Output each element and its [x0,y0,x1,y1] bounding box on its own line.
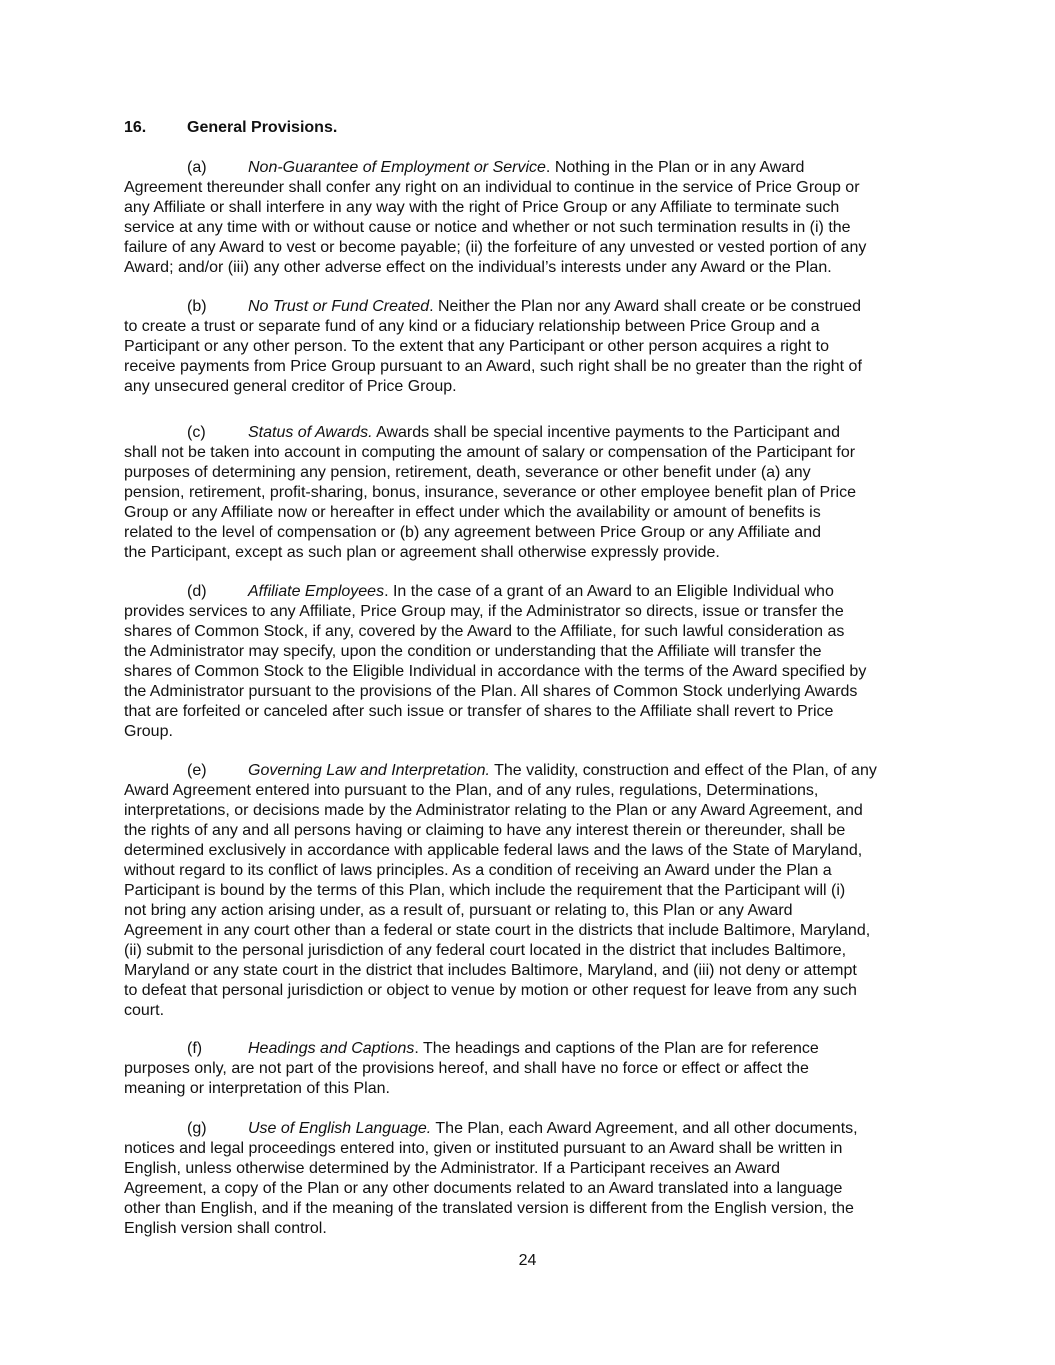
provision-text: . The headings and captions of the Plan are for reference [414,1040,819,1057]
provision-line: other than English, and if the meaning of the translated version is different from the English version, the [124,1200,854,1217]
provision-title: Non-Guarantee of Employment or Service [248,159,546,176]
provision-line: (ii) submit to the personal jurisdiction of any federal court located in the district that includes Baltimore, [124,942,847,959]
provision-label: (b) [187,298,207,315]
section-number: 16. [124,119,147,136]
provision-line: Participant or any other person. To the extent that any Participant or other person acquires a right to [124,338,829,355]
provision-c [124,423,856,563]
provision-text: The validity, construction and effect of the Plan, of any [489,762,877,779]
provision-title: Use of English Language. [248,1120,432,1137]
provision-title: Governing Law and Interpretation. [248,762,490,779]
section-heading [124,118,337,138]
provision-first-line [124,1119,858,1139]
provision-line: not bring any action arising under, as a result of, pursuant or relating to, this Plan or any Award [124,902,793,919]
provision-line: related to the level of compensation or (b) any agreement between Price Group or any Affiliate and [124,524,821,541]
provision-first-line [124,761,877,781]
provision-text: . In the case of a grant of an Award to an Eligible Individual who [384,583,834,600]
provision-text: . Neither the Plan nor any Award shall create or be construed [429,298,862,315]
provision-line: receive payments from Price Group pursuant to an Award, such right shall be no greater than the right of [124,358,862,375]
page-number: 24 [518,1252,537,1269]
provision-line: to create a trust or separate fund of any kind or a fiduciary relationship between Price Group and a [124,318,820,335]
provision-line: determined exclusively in accordance with applicable federal laws and the laws of the State of Maryland, [124,842,863,859]
provision-line: Award Agreement entered into pursuant to the Plan, and of any rules, regulations, Determinations, [124,782,819,799]
provision-label: (d) [187,583,207,600]
provision-line: any Affiliate or shall interfere in any way with the right of Price Group or any Affiliate to terminate such [124,199,840,216]
provision-line: English, unless otherwise determined by the Administrator. If a Participant receives an Award [124,1160,781,1177]
provision-text: . Nothing in the Plan or in any Award [545,159,805,176]
provision-line: Agreement in any court other than a federal or state court in the districts that include Baltimore, Maryland, [124,922,871,939]
provision-label: (f) [187,1040,203,1057]
provision-g [124,1119,858,1239]
provision-line: interpretations, or decisions made by the Administrator relating to the Plan or any Award Agreement, and [124,802,863,819]
provision-label: (e) [187,762,207,779]
provision-line: provides services to any Affiliate, Price Group may, if the Administrator so directs, issue or transfer the [124,603,844,620]
provision-first-line [124,297,862,317]
provision-line: to defeat that personal jurisdiction or object to venue by motion or other request for leave from any such [124,982,857,999]
provision-title: No Trust or Fund Created [248,298,430,315]
provision-line: without regard to its conflict of laws principles. As a condition of receiving an Award under the Plan a [124,862,832,879]
provision-text: Awards shall be special incentive payments to the Participant and [372,424,841,441]
provision-line: notices and legal proceedings entered into, given or instituted pursuant to an Award shall be written in [124,1140,843,1157]
provision-line: Participant is bound by the terms of this Plan, which include the requirement that the Participant will (i) [124,882,846,899]
section-title: General Provisions. [187,119,338,136]
provision-title: Headings and Captions [248,1040,415,1057]
provision-line: purposes of determining any pension, retirement, death, severance or other benefit under (a) any [124,464,811,481]
provision-line: pension, retirement, profit-sharing, bonus, insurance, severance or other employee benefit plan of Price [124,484,856,501]
provision-first-line [124,1039,819,1059]
provision-b [124,297,862,397]
provision-line: Group. [124,723,173,740]
provision-line: English version shall control. [124,1220,327,1237]
provision-line: the Administrator pursuant to the provisions of the Plan. All shares of Common Stock underlying Awards [124,683,858,700]
provision-first-line [124,158,866,178]
provision-text: The Plan, each Award Agreement, and all other documents, [431,1120,858,1137]
provision-label: (a) [187,159,207,176]
provision-title: Affiliate Employees [248,583,385,600]
provision-line: court. [124,1002,165,1019]
provision-f [124,1039,819,1099]
provision-a [124,158,866,278]
provision-line: Maryland or any state court in the district that includes Baltimore, Maryland, and (iii) not deny or attempt [124,962,857,979]
provision-line: the Participant, except as such plan or agreement shall otherwise expressly provide. [124,544,720,561]
provision-first-line [124,582,866,602]
provision-title: Status of Awards. [248,424,373,441]
provision-line: shares of Common Stock, if any, covered by the Award to the Affiliate, for such lawful consideration as [124,623,845,640]
provision-line: Award; and/or (iii) any other adverse effect on the individual’s interests under any Award or the Plan. [124,259,832,276]
provision-line: meaning or interpretation of this Plan. [124,1080,390,1097]
provision-line: Group or any Affiliate now or hereafter in effect under which the availability or amount of benefits is [124,504,821,521]
provision-d [124,582,866,742]
provision-line: purposes only, are not part of the provisions hereof, and shall have no force or effect or affect the [124,1060,809,1077]
provision-line: failure of any Award to vest or become payable; (ii) the forfeiture of any unvested or vested portion of any [124,239,867,256]
provision-line: Agreement thereunder shall confer any right on an individual to continue in the service of Price Group or [124,179,860,196]
provision-line: Agreement, a copy of the Plan or any other documents related to an Award translated into a language [124,1180,843,1197]
provision-line: service at any time with or without cause or notice and whether or not such termination results in (i) the [124,219,851,236]
provision-line: the rights of any and all persons having or claiming to have any interest therein or thereunder, shall be [124,822,846,839]
provision-line: shall not be taken into account in computing the amount of salary or compensation of the Participant for [124,444,856,461]
provision-label: (c) [187,424,206,441]
provision-line: the Administrator may specify, upon the condition or understanding that the Affiliate will transfer the [124,643,822,660]
provision-line: any unsecured general creditor of Price Group. [124,378,457,395]
provision-line: shares of Common Stock to the Eligible Individual in accordance with the terms of the Award specified by [124,663,867,680]
provision-line: that are forfeited or canceled after such issue or transfer of shares to the Affiliate shall revert to Price [124,703,834,720]
provision-e [124,761,877,1021]
provision-first-line [124,423,856,443]
provision-label: (g) [187,1120,207,1137]
